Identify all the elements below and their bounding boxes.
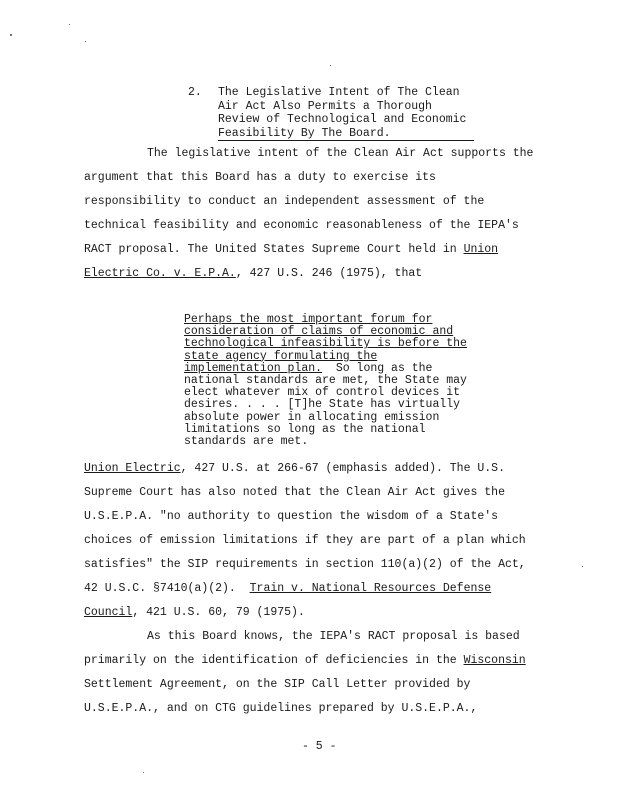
scan-speck bbox=[582, 566, 583, 567]
quote-line: limitations so long as the national bbox=[184, 422, 426, 436]
paragraph-line: Settlement Agreement, on the SIP Call Letter provided by bbox=[84, 678, 471, 691]
paragraph-line bbox=[84, 243, 498, 256]
paragraph-line: U.S.E.P.A., and on CTG guidelines prepared by U.S.E.P.A., bbox=[84, 702, 478, 715]
paragraph-line bbox=[84, 462, 505, 475]
case-citation: Union bbox=[463, 243, 499, 256]
quote-line: standards are met. bbox=[184, 435, 309, 449]
case-citation: Council bbox=[84, 606, 133, 619]
paragraph-text: , 427 U.S. 246 (1975), that bbox=[235, 267, 423, 280]
paragraph-line: choices of emission limitations if they are part of a plan which bbox=[84, 534, 526, 547]
case-citation: Electric Co. v. E.P.A. bbox=[84, 267, 236, 280]
section-number: 2. bbox=[188, 86, 202, 99]
quote-line: consideration of claims of economic and bbox=[184, 325, 454, 339]
scan-speck bbox=[10, 34, 12, 36]
block-quote bbox=[184, 314, 467, 448]
case-citation: Union Electric bbox=[84, 462, 181, 475]
heading-line: Feasibility By The Board. bbox=[218, 127, 474, 142]
paragraph-line: responsibility to conduct an independent assessment of the bbox=[84, 195, 485, 208]
quote-text: So long as the bbox=[322, 361, 433, 375]
paragraph-text: , 421 U.S. 60, 79 (1975). bbox=[132, 606, 305, 619]
paragraph-line: Supreme Court has also noted that the Clean Air Act gives the bbox=[84, 486, 505, 499]
paragraph-line bbox=[84, 654, 526, 667]
paragraph-text: RACT proposal. The United States Supreme Court held in bbox=[84, 243, 464, 256]
quote-line: state agency formulating the bbox=[184, 349, 378, 363]
paragraph-text: , 427 U.S. at 266-67 (emphasis added). The U.S. bbox=[180, 462, 505, 475]
case-citation: Wisconsin bbox=[463, 654, 526, 667]
heading-line: The Legislative Intent of The Clean bbox=[218, 86, 460, 99]
paragraph-line: argument that this Board has a duty to exercise its bbox=[84, 171, 436, 184]
paragraph-line bbox=[84, 582, 491, 595]
scan-speck bbox=[69, 24, 70, 25]
scan-speck bbox=[330, 65, 331, 66]
quote-line: absolute power in allocating emission bbox=[184, 410, 440, 424]
scan-speck bbox=[143, 772, 144, 773]
quote-line: Perhaps the most important forum for bbox=[184, 313, 433, 326]
quote-line: desires. . . . [T]he State has virtually bbox=[184, 398, 461, 412]
case-citation: Train v. National Resources Defense bbox=[249, 582, 492, 595]
paragraph-text: 42 U.S.C. §7410(a)(2). bbox=[84, 582, 250, 595]
quote-emphasis: implementation plan. bbox=[184, 361, 323, 375]
paragraph-line bbox=[84, 267, 422, 280]
paragraph-text: primarily on the identification of deficiencies in the bbox=[84, 654, 464, 667]
paragraph-line: As this Board knows, the IEPA's RACT proposal is based bbox=[147, 630, 520, 643]
paragraph-line: The legislative intent of the Clean Air Act supports the bbox=[147, 147, 534, 160]
paragraph-line: technical feasibility and economic reasonableness of the IEPA's bbox=[84, 219, 519, 232]
paragraph-line: U.S.E.P.A. "no authority to question the wisdom of a State's bbox=[84, 510, 499, 523]
paragraph-line: satisfies" the SIP requirements in section 110(a)(2) of the Act, bbox=[84, 558, 526, 571]
quote-line: national standards are met, the State may bbox=[184, 374, 467, 388]
page-number: - 5 - bbox=[302, 740, 337, 753]
paragraph-line bbox=[84, 606, 305, 619]
heading-line: Review of Technological and Economic bbox=[218, 113, 467, 126]
scan-speck bbox=[85, 41, 86, 42]
heading-line: Air Act Also Permits a Thorough bbox=[218, 99, 432, 113]
quote-line: elect whatever mix of control devices it bbox=[184, 386, 461, 400]
quote-line: technological infeasibility is before the bbox=[184, 337, 467, 351]
